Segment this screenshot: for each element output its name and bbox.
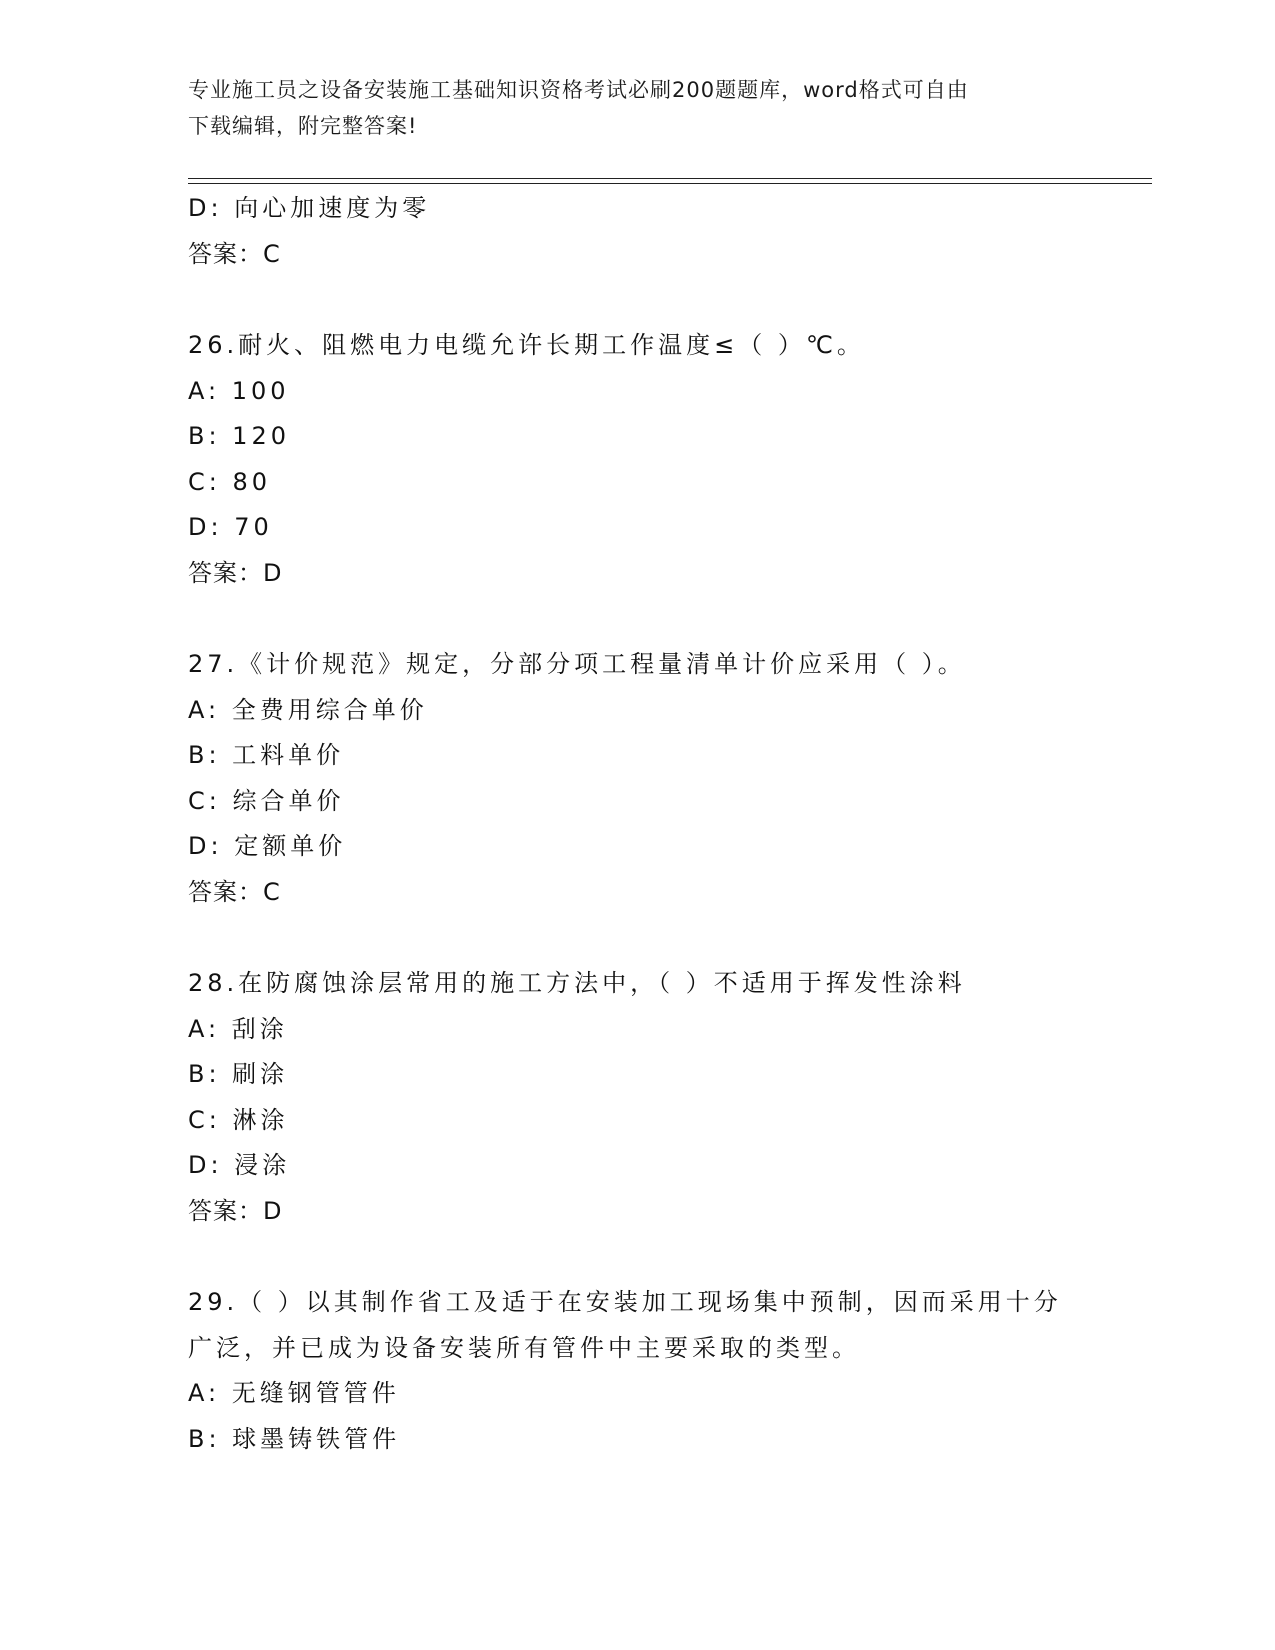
option-b: B: 刷涂 [188, 1060, 289, 1088]
option-d: D: 浸涂 [188, 1151, 291, 1179]
header-line-1: 专业施工员之设备安装施工基础知识资格考试必刷200题题库，word格式可自由 [188, 78, 969, 102]
page-header [188, 72, 1068, 144]
question-text: 29.（ ）以其制作省工及适于在安装加工现场集中预制，因而采用十分广泛，并已成为设备安装所有管件中主要采取的类型。 [188, 1288, 1062, 1362]
question-text: 28.在防腐蚀涂层常用的施工方法中，（ ）不适用于挥发性涂料 [188, 969, 966, 997]
option-b: B: 球墨铸铁管件 [188, 1424, 401, 1453]
header-rule-thin [188, 183, 1152, 184]
option-b: B: 120 [188, 422, 290, 450]
option-a: A: 全费用综合单价 [188, 695, 428, 724]
option-b: B: 工料单价 [188, 741, 345, 769]
option-a: A: 100 [188, 376, 290, 405]
header-line-2: 下载编辑，附完整答案! [188, 114, 418, 138]
option-d: D: 70 [188, 513, 273, 541]
question-28 [188, 961, 1148, 1234]
question-text: 27.《计价规范》规定，分部分项工程量清单计价应采用（ ）。 [188, 650, 966, 678]
option-a: A: 无缝钢管管件 [188, 1379, 400, 1407]
question-content [188, 186, 1148, 1462]
option-c: C: 80 [188, 467, 272, 496]
option-a: A: 刮涂 [188, 1014, 288, 1043]
option-d: D: 向心加速度为零 [188, 194, 431, 222]
header-rule [188, 178, 1152, 179]
option-c: C: 淋涂 [188, 1105, 289, 1134]
answer-line: 答案：D [188, 1196, 283, 1225]
answer-line: 答案：C [188, 877, 281, 906]
answer-line: 答案：D [188, 558, 283, 587]
question-27 [188, 642, 1148, 915]
question-29 [188, 1280, 1148, 1462]
question-26 [188, 323, 1148, 596]
option-c: C: 综合单价 [188, 786, 345, 815]
question-text: 26.耐火、阻燃电力电缆允许长期工作温度≤（ ）℃。 [188, 331, 865, 359]
option-d: D: 定额单价 [188, 832, 347, 860]
answer-line: 答案：C [188, 239, 281, 268]
